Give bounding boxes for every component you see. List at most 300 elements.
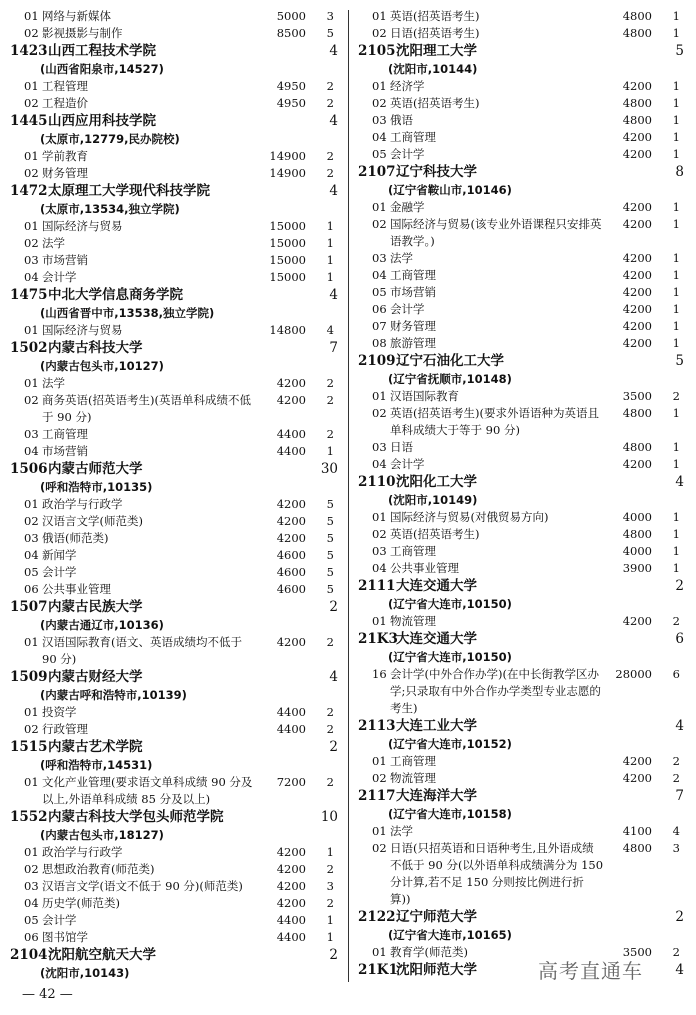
school-code: 1502 (10, 340, 48, 356)
major-quota: 3 (672, 841, 680, 855)
major-row (10, 252, 340, 269)
school-location (10, 617, 340, 634)
major-row (358, 216, 686, 250)
left-column (10, 8, 340, 982)
major-name: 物流管理 (390, 771, 436, 785)
major-row (358, 250, 686, 267)
major-tuition: 4200 (622, 79, 652, 93)
major-code: 03 (24, 253, 39, 267)
school-quota: 4 (329, 183, 338, 199)
school-header (10, 598, 340, 617)
major-tuition: 15000 (269, 236, 306, 250)
major-row (358, 388, 686, 405)
major-code: 01 (24, 323, 39, 337)
major-quota: 3 (326, 9, 334, 23)
major-tuition: 4600 (276, 548, 306, 562)
school-location (10, 61, 340, 78)
major-name: 日语(招英语考生) (390, 26, 480, 40)
major-code: 01 (24, 497, 39, 511)
major-quota: 4 (326, 323, 334, 337)
major-tuition: 14900 (269, 166, 306, 180)
major-row (10, 496, 340, 513)
school-location (10, 479, 340, 496)
major-name: 会计学 (42, 270, 77, 284)
school-location-text: (辽宁省抚顺市,10148) (388, 372, 512, 386)
major-tuition: 4400 (276, 722, 306, 736)
major-name: 经济学 (390, 79, 425, 93)
school-header (358, 42, 686, 61)
major-code: 02 (24, 722, 39, 736)
school-name: 内蒙古民族大学 (48, 599, 143, 615)
school-location-text: (沈阳市,10144) (388, 62, 478, 76)
school-quota: 4 (329, 43, 338, 59)
major-row (10, 148, 340, 165)
major-tuition: 4000 (622, 544, 652, 558)
major-name: 工商管理 (390, 268, 436, 282)
major-quota: 1 (326, 913, 334, 927)
major-row (358, 78, 686, 95)
school-location-text: (辽宁省大连市,10150) (388, 650, 512, 664)
major-tuition: 7200 (276, 775, 306, 789)
major-row (10, 235, 340, 252)
major-code: 03 (372, 251, 387, 265)
major-name: 英语(招英语考生) (390, 96, 480, 110)
major-code: 01 (372, 389, 387, 403)
major-tuition: 14900 (269, 149, 306, 163)
major-tuition: 4400 (276, 444, 306, 458)
school-code: 2122 (358, 909, 396, 925)
major-code: 01 (24, 219, 39, 233)
major-code: 02 (24, 166, 39, 180)
major-code: 02 (24, 393, 39, 407)
major-code: 07 (372, 319, 387, 333)
major-name: 图书馆学 (42, 930, 88, 944)
school-name: 大连交通大学 (396, 631, 477, 647)
major-quota: 1 (326, 219, 334, 233)
major-name: 公共事业管理 (390, 561, 459, 575)
major-quota: 5 (326, 514, 334, 528)
school-name: 沈阳师范大学 (396, 962, 477, 978)
school-location-text: (辽宁省鞍山市,10146) (388, 183, 512, 197)
major-tuition: 4200 (622, 217, 652, 231)
school-code: 21K3 (358, 631, 398, 647)
school-location (10, 827, 340, 844)
major-tuition: 4200 (276, 635, 306, 649)
school-code: 2117 (358, 788, 396, 804)
major-name: 工商管理 (42, 427, 88, 441)
school-location (10, 965, 340, 982)
major-quota: 2 (326, 722, 334, 736)
major-row (358, 770, 686, 787)
page-number: — 42 — (22, 987, 73, 1002)
major-code: 02 (372, 771, 387, 785)
major-code: 01 (372, 754, 387, 768)
major-name: 日语(只招英语和日语种考生,且外语成绩不低于 90 分(以外语单科成绩满分为 150 分计算,若不足 150 分则按比例进行折算)) (390, 841, 604, 906)
school-location (10, 358, 340, 375)
school-name: 大连海洋大学 (396, 788, 477, 804)
major-name: 学前教育 (42, 149, 88, 163)
major-name: 法学 (42, 376, 65, 390)
major-name: 汉语国际教育 (390, 389, 459, 403)
major-quota: 1 (326, 270, 334, 284)
major-code: 01 (24, 705, 39, 719)
school-header (10, 946, 340, 965)
major-name: 市场营销 (42, 444, 88, 458)
major-row (10, 547, 340, 564)
major-quota: 2 (326, 96, 334, 110)
school-quota: 4 (329, 113, 338, 129)
major-name: 行政管理 (42, 722, 88, 736)
major-row (10, 392, 340, 426)
major-quota: 2 (672, 945, 680, 959)
school-quota: 7 (675, 788, 684, 804)
major-tuition: 4200 (622, 336, 652, 350)
major-code: 01 (372, 79, 387, 93)
major-quota: 5 (326, 26, 334, 40)
major-tuition: 4200 (276, 376, 306, 390)
major-quota: 5 (326, 548, 334, 562)
major-name: 市场营销 (390, 285, 436, 299)
major-tuition: 4200 (276, 845, 306, 859)
major-row (10, 375, 340, 392)
major-row (10, 95, 340, 112)
major-row (358, 560, 686, 577)
column-divider (348, 10, 349, 982)
major-code: 02 (372, 406, 387, 420)
major-row (358, 95, 686, 112)
major-tuition: 3500 (622, 389, 652, 403)
major-code: 02 (24, 514, 39, 528)
major-quota: 2 (326, 79, 334, 93)
major-quota: 1 (672, 544, 680, 558)
school-location (358, 61, 686, 78)
major-row (358, 112, 686, 129)
major-name: 会计学 (390, 457, 425, 471)
major-name: 法学 (390, 251, 413, 265)
major-code: 01 (372, 824, 387, 838)
school-quota: 6 (675, 631, 684, 647)
school-code: 1507 (10, 599, 48, 615)
major-code: 03 (24, 879, 39, 893)
school-header (10, 460, 340, 479)
major-name: 工程造价 (42, 96, 88, 110)
major-name: 旅游管理 (390, 336, 436, 350)
major-tuition: 4200 (276, 862, 306, 876)
major-tuition: 4200 (622, 319, 652, 333)
major-tuition: 4200 (622, 200, 652, 214)
major-code: 01 (24, 635, 39, 649)
major-quota: 1 (672, 96, 680, 110)
major-tuition: 4800 (622, 26, 652, 40)
major-name: 金融学 (390, 200, 425, 214)
major-name: 会计学(中外合作办学)(在中长街教学区办学;只录取有中外合作办学类型专业志愿的考生) (390, 667, 601, 715)
school-quota: 8 (675, 164, 684, 180)
school-header (358, 473, 686, 492)
major-code: 01 (372, 200, 387, 214)
major-row (10, 581, 340, 598)
major-code: 05 (372, 285, 387, 299)
major-tuition: 4100 (622, 824, 652, 838)
school-code: 1552 (10, 809, 48, 825)
major-quota: 1 (326, 253, 334, 267)
school-quota: 4 (329, 287, 338, 303)
major-name: 国际经济与贸易(对俄贸易方向) (390, 510, 549, 524)
major-tuition: 15000 (269, 219, 306, 233)
major-row (10, 912, 340, 929)
school-name: 中北大学信息商务学院 (48, 287, 183, 303)
major-code: 03 (372, 113, 387, 127)
major-row (358, 666, 686, 717)
major-code: 01 (24, 9, 39, 23)
school-location (10, 305, 340, 322)
major-quota: 1 (672, 561, 680, 575)
major-row (358, 267, 686, 284)
school-location-text: (辽宁省大连市,10158) (388, 807, 512, 821)
major-tuition: 14800 (269, 323, 306, 337)
major-tuition: 4800 (622, 406, 652, 420)
school-header (10, 808, 340, 827)
school-location-text: (内蒙古包头市,18127) (40, 828, 164, 842)
major-code: 01 (372, 9, 387, 23)
school-code: 2111 (358, 578, 396, 594)
major-quota: 1 (672, 200, 680, 214)
school-location-text: (山西省晋中市,13538,独立学院) (40, 306, 215, 320)
major-tuition: 28000 (615, 667, 652, 681)
major-tuition: 4800 (622, 9, 652, 23)
school-code: 1509 (10, 669, 48, 685)
major-code: 02 (24, 862, 39, 876)
school-quota: 2 (329, 599, 338, 615)
major-quota: 1 (672, 440, 680, 454)
major-row (358, 405, 686, 439)
major-quota: 1 (326, 845, 334, 859)
school-code: 1472 (10, 183, 48, 199)
major-name: 汉语言文学(师范类) (42, 514, 143, 528)
school-quota: 5 (675, 353, 684, 369)
major-tuition: 4400 (276, 913, 306, 927)
major-row (10, 8, 340, 25)
school-location-text: (呼和浩特市,14531) (40, 758, 153, 772)
major-quota: 1 (672, 251, 680, 265)
school-name: 内蒙古财经大学 (48, 669, 143, 685)
major-name: 工商管理 (390, 754, 436, 768)
school-header (358, 787, 686, 806)
school-header (10, 112, 340, 131)
school-name: 大连工业大学 (396, 718, 477, 734)
major-tuition: 4200 (276, 896, 306, 910)
major-quota: 1 (672, 302, 680, 316)
school-header (358, 163, 686, 182)
major-code: 03 (24, 531, 39, 545)
major-quota: 1 (672, 9, 680, 23)
major-name: 英语(招英语考生) (390, 527, 480, 541)
major-row (10, 513, 340, 530)
major-quota: 4 (672, 824, 680, 838)
school-code: 2107 (358, 164, 396, 180)
major-tuition: 4800 (622, 527, 652, 541)
major-code: 02 (372, 96, 387, 110)
major-name: 财务管理 (390, 319, 436, 333)
school-location (358, 492, 686, 509)
school-location-text: (山西省阳泉市,14527) (40, 62, 164, 76)
major-code: 01 (24, 79, 39, 93)
school-location (358, 927, 686, 944)
school-quota: 4 (675, 474, 684, 490)
school-location-text: (沈阳市,10143) (40, 966, 130, 980)
major-code: 03 (372, 440, 387, 454)
major-row (358, 543, 686, 560)
school-header (10, 339, 340, 358)
major-tuition: 3900 (622, 561, 652, 575)
major-code: 04 (372, 268, 387, 282)
major-tuition: 4200 (276, 879, 306, 893)
major-name: 影视摄影与制作 (42, 26, 123, 40)
school-location-text: (沈阳市,10149) (388, 493, 478, 507)
major-tuition: 3500 (622, 945, 652, 959)
school-location (10, 201, 340, 218)
school-quota: 4 (329, 669, 338, 685)
major-code: 06 (372, 302, 387, 316)
school-quota: 2 (675, 578, 684, 594)
major-quota: 2 (326, 705, 334, 719)
school-location-text: (太原市,13534,独立学院) (40, 202, 180, 216)
major-quota: 2 (326, 635, 334, 649)
school-name: 内蒙古师范大学 (48, 461, 143, 477)
major-row (10, 844, 340, 861)
major-row (358, 439, 686, 456)
major-quota: 1 (672, 113, 680, 127)
major-name: 会计学 (390, 147, 425, 161)
major-code: 04 (24, 548, 39, 562)
school-name: 太原理工大学现代科技学院 (48, 183, 210, 199)
major-name: 会计学 (42, 913, 77, 927)
major-name: 会计学 (42, 565, 77, 579)
major-row (10, 704, 340, 721)
major-code: 05 (24, 913, 39, 927)
school-location (358, 649, 686, 666)
major-name: 工商管理 (390, 544, 436, 558)
major-quota: 2 (326, 896, 334, 910)
school-location (10, 757, 340, 774)
major-name: 历史学(师范类) (42, 896, 120, 910)
major-tuition: 8500 (276, 26, 306, 40)
major-row (358, 509, 686, 526)
school-location-text: (内蒙古包头市,10127) (40, 359, 164, 373)
school-quota: 7 (329, 340, 338, 356)
major-tuition: 4200 (622, 130, 652, 144)
major-name: 英语(招英语考生) (390, 9, 480, 23)
major-quota: 5 (326, 531, 334, 545)
major-row (358, 823, 686, 840)
major-row (358, 199, 686, 216)
major-tuition: 15000 (269, 253, 306, 267)
major-row (10, 721, 340, 738)
school-name: 山西工程技术学院 (48, 43, 156, 59)
major-row (10, 426, 340, 443)
school-code: 1506 (10, 461, 48, 477)
school-location-text: (内蒙古通辽市,10136) (40, 618, 164, 632)
major-name: 会计学 (390, 302, 425, 316)
school-name: 内蒙古科技大学包头师范学院 (48, 809, 224, 825)
major-quota: 5 (326, 565, 334, 579)
major-name: 工商管理 (390, 130, 436, 144)
major-quota: 1 (672, 217, 680, 231)
school-header (10, 42, 340, 61)
major-quota: 1 (326, 236, 334, 250)
major-code: 02 (24, 236, 39, 250)
major-tuition: 4200 (622, 285, 652, 299)
school-quota: 4 (675, 718, 684, 734)
major-code: 02 (372, 527, 387, 541)
major-name: 教育学(师范类) (390, 945, 468, 959)
major-name: 法学 (42, 236, 65, 250)
school-code: 1475 (10, 287, 48, 303)
major-name: 公共事业管理 (42, 582, 111, 596)
school-location (358, 806, 686, 823)
major-row (10, 218, 340, 235)
major-code: 01 (372, 614, 387, 628)
major-row (358, 335, 686, 352)
school-location-text: (辽宁省大连市,10165) (388, 928, 512, 942)
major-code: 01 (372, 510, 387, 524)
school-location-text: (辽宁省大连市,10150) (388, 597, 512, 611)
school-location (358, 736, 686, 753)
major-code: 01 (24, 775, 39, 789)
major-code: 01 (372, 945, 387, 959)
school-name: 辽宁科技大学 (396, 164, 477, 180)
major-code: 06 (24, 582, 39, 596)
school-name: 沈阳化工大学 (396, 474, 477, 490)
major-tuition: 4950 (276, 96, 306, 110)
major-tuition: 4200 (622, 268, 652, 282)
major-tuition: 4400 (276, 705, 306, 719)
major-quota: 1 (672, 268, 680, 282)
major-code: 02 (372, 841, 387, 855)
major-code: 05 (24, 565, 39, 579)
school-name: 内蒙古科技大学 (48, 340, 143, 356)
major-quota: 1 (672, 527, 680, 541)
major-row (10, 895, 340, 912)
major-code: 04 (372, 561, 387, 575)
major-quota: 1 (672, 130, 680, 144)
school-header (358, 717, 686, 736)
major-row (10, 929, 340, 946)
major-row (10, 78, 340, 95)
major-tuition: 4200 (622, 614, 652, 628)
major-quota: 1 (326, 930, 334, 944)
major-tuition: 15000 (269, 270, 306, 284)
school-name: 大连交通大学 (396, 578, 477, 594)
major-quota: 1 (672, 406, 680, 420)
major-quota: 5 (326, 497, 334, 511)
major-code: 01 (24, 845, 39, 859)
major-name: 新闻学 (42, 548, 77, 562)
major-quota: 1 (672, 26, 680, 40)
major-quota: 2 (326, 862, 334, 876)
major-name: 国际经济与贸易 (42, 219, 123, 233)
major-code: 03 (372, 544, 387, 558)
major-row (10, 878, 340, 895)
school-quota: 4 (675, 962, 684, 978)
major-code: 04 (372, 130, 387, 144)
school-code: 2110 (358, 474, 396, 490)
major-name: 法学 (390, 824, 413, 838)
major-name: 国际经济与贸易(该专业外语课程只安排英语教学。) (390, 217, 602, 248)
school-header (358, 630, 686, 649)
major-tuition: 4950 (276, 79, 306, 93)
major-code: 03 (24, 427, 39, 441)
major-quota: 3 (326, 879, 334, 893)
